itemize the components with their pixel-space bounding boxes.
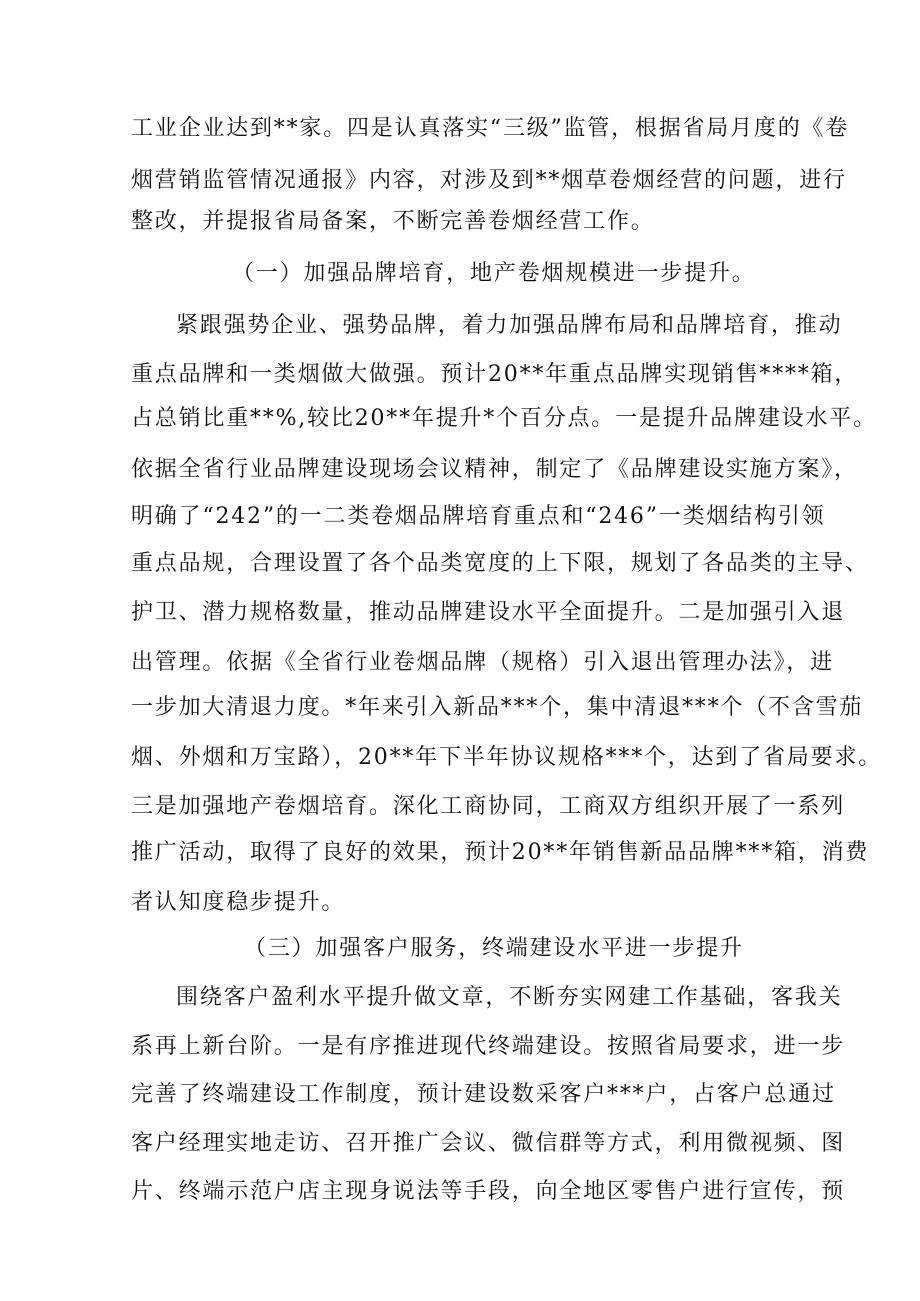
body-text-line: 占总销比重**%,较比20**年提升*个百分点。一是提升品牌建设水平。: [131, 406, 877, 431]
body-text-line: 客户经理实地走访、召开推广会议、微信群等方式，利用微视频、图: [131, 1131, 846, 1156]
body-text-line: 依据全省行业品牌建设现场会议精神，制定了《品牌建设实施方案》，: [131, 457, 858, 482]
paragraph-start-line: 紧跟强势企业、强势品牌，着力加强品牌布局和品牌培育，推动: [176, 313, 843, 338]
body-text-line: 完善了终端建设工作制度，预计建设数采客户***户，占客户总通过: [131, 1082, 836, 1107]
body-text-line: 整改，并提报省局备案，不断完善卷烟经营工作。: [131, 209, 655, 234]
body-text-line: 出管理。依据《全省行业卷烟品牌（规格）引入退出管理办法》，进: [131, 650, 835, 675]
body-text-line: 推广活动，取得了良好的效果，预计20**年销售新品品牌***箱，消费: [131, 840, 870, 865]
body-text-line: 烟营销监管情况通报》内容，对涉及到**烟草卷烟经营的问题，进行: [131, 168, 847, 193]
body-text-line: 片、终端示范户店主现身说法等手段，向全地区零售户进行宣传，预: [131, 1179, 846, 1204]
body-text-line: 工业企业达到**家。四是认真落实“三级”监管，根据省局月度的《卷: [131, 116, 850, 141]
body-text-line: 明确了“242”的一二类卷烟品牌培育重点和“246”一类烟结构引领: [131, 504, 826, 529]
body-text-line: 重点品牌和一类烟做大做强。预计20**年重点品牌实现销售****箱，: [131, 362, 859, 387]
body-text-line: 一步加大清退力度。*年来引入新品***个，集中清退***个（不含雪茄: [131, 695, 864, 720]
body-text-line: 护卫、潜力规格数量，推动品牌建设水平全面提升。二是加强引入退: [131, 600, 846, 625]
body-text-line: 者认知度稳步提升。: [131, 890, 346, 915]
body-text-line: 烟、外烟和万宝路），20**年下半年协议规格***个，达到了省局要求。: [131, 745, 882, 770]
section-heading-1: （一）加强品牌培育，地产卷烟规模进一步提升。: [232, 261, 756, 286]
body-text-line: 重点品规，合理设置了各个品类宽度的上下限，规划了各品类的主导、: [131, 551, 869, 576]
body-text-line: 系再上新台阶。一是有序推进现代终端建设。按照省局要求，进一步: [131, 1034, 846, 1059]
paragraph-start-line: 围绕客户盈利水平提升做文章，不断夯实网建工作基础，客我关: [176, 985, 843, 1010]
section-heading-3: （三）加强客户服务，终端建设水平进一步提升: [244, 936, 744, 961]
body-text-line: 三是加强地产卷烟培育。深化工商协同，工商双方组织开展了一系列: [131, 794, 846, 819]
